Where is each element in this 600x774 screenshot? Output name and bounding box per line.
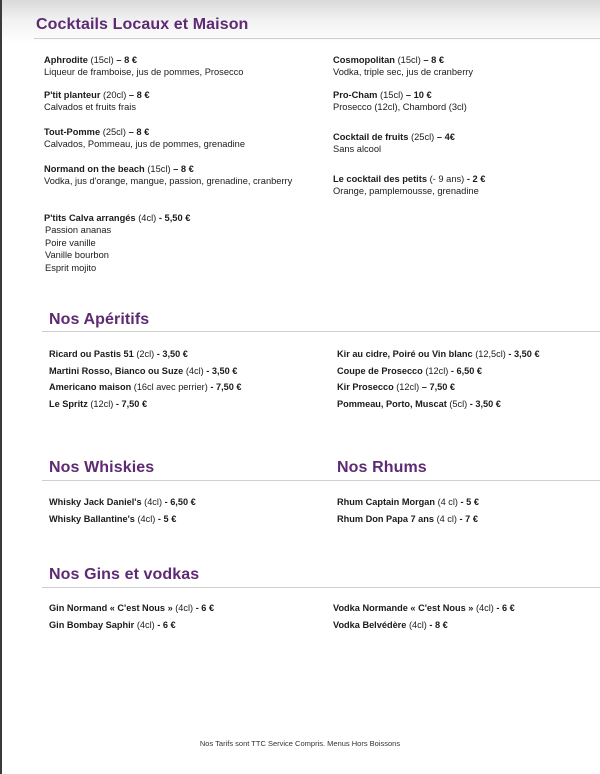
aperitifs-left-list [49,346,242,412]
whiskies-heading: Nos Whiskies [49,459,155,476]
aperitifs-heading: Nos Apéritifs [49,311,150,328]
cocktail-item: Le cocktail des petits (- 9 ans) - 2 € Orange, pamplemousse, grenadine [333,174,486,196]
list-item: Kir Prosecco (12cl) – 7,50 € [337,382,456,392]
aperitifs-divider [42,331,600,332]
cocktail-item: Cosmopolitan (15cl) – 8 € Vodka, triple sec, jus de cranberry [333,55,474,77]
list-item: Rhum Captain Morgan (4 cl) - 5 € [337,497,479,507]
calva-flavor: Esprit mojito [45,262,97,273]
list-item: Vodka Normande « C'est Nous » (4cl) - 6 € [333,603,515,613]
rhums-list [337,494,479,527]
calva-flavor: Passion ananas [45,225,112,235]
calva-flavor: Poire vanille [45,237,96,248]
list-item: Coupe de Prosecco (12cl) - 6,50 € [337,365,483,376]
cocktail-item: Pro-Cham (15cl) – 10 € Prosecco (12cl), Chambord (3cl) [333,90,467,112]
gins-divider [42,587,600,588]
list-item: Gin Bombay Saphir (4cl) - 6 € [49,619,176,630]
cocktail-item: Aphrodite (15cl) – 8 € Liqueur de framboise, jus de pommes, Prosecco [44,55,244,77]
cocktail-item: Cocktail de fruits (25cl) – 4€ Sans alcool [333,132,455,154]
pricing-footnote: Nos Tarifs sont TTC Service Compris. Menus Hors Boissons [199,739,401,748]
list-item: Martini Rosso, Bianco ou Suze (4cl) - 3,50 € [49,365,238,376]
list-item: Le Spritz (12cl) - 7,50 € [49,398,148,409]
aperitifs-right-list [337,346,540,412]
list-item: Kir au cidre, Poiré ou Vin blanc (12,5cl) - 3,50 € [337,349,540,359]
gins-heading: Nos Gins et vodkas [49,566,200,583]
list-item: Pommeau, Porto, Muscat (5cl) - 3,50 € [337,398,501,409]
calva-flavor: Vanille bourbon [45,250,109,260]
cocktail-item: P'tits Calva arrangés (4cl) - 5,50 € Passion ananas Poire vanille Vanille bourbon Esprit mojito [44,212,314,274]
cocktail-item: Tout-Pomme (25cl) – 8 € Calvados, Pommeau, jus de pommes, grenadine [44,127,246,149]
list-item: Whisky Ballantine's (4cl) - 5 € [49,513,177,524]
list-item: Rhum Don Papa 7 ans (4 cl) - 7 € [337,513,478,524]
list-item: Whisky Jack Daniel's (4cl) - 6,50 € [49,497,196,507]
spirits-divider [42,480,600,481]
whiskies-list [49,494,196,527]
rhums-heading: Nos Rhums [337,459,427,476]
cocktail-item: Normand on the beach (15cl) – 8 € Vodka, jus d'orange, mangue, passion, grenadine, cranberry [44,164,293,186]
gins-left-list [49,600,214,633]
list-item: Americano maison (16cl avec perrier) - 7,50 € [49,382,242,392]
cocktails-heading: Cocktails Locaux et Maison [36,16,249,33]
vodkas-right-list [333,600,515,633]
cocktail-item: P'tit planteur (20cl) – 8 € Calvados et fruits frais [44,90,150,112]
page-edge [0,0,2,774]
list-item: Ricard ou Pastis 51 (2cl) - 3,50 € [49,349,188,359]
list-item: Vodka Belvédère (4cl) - 8 € [333,619,448,630]
list-item: Gin Normand « C'est Nous » (4cl) - 6 € [49,603,215,613]
cocktails-divider [34,38,600,39]
